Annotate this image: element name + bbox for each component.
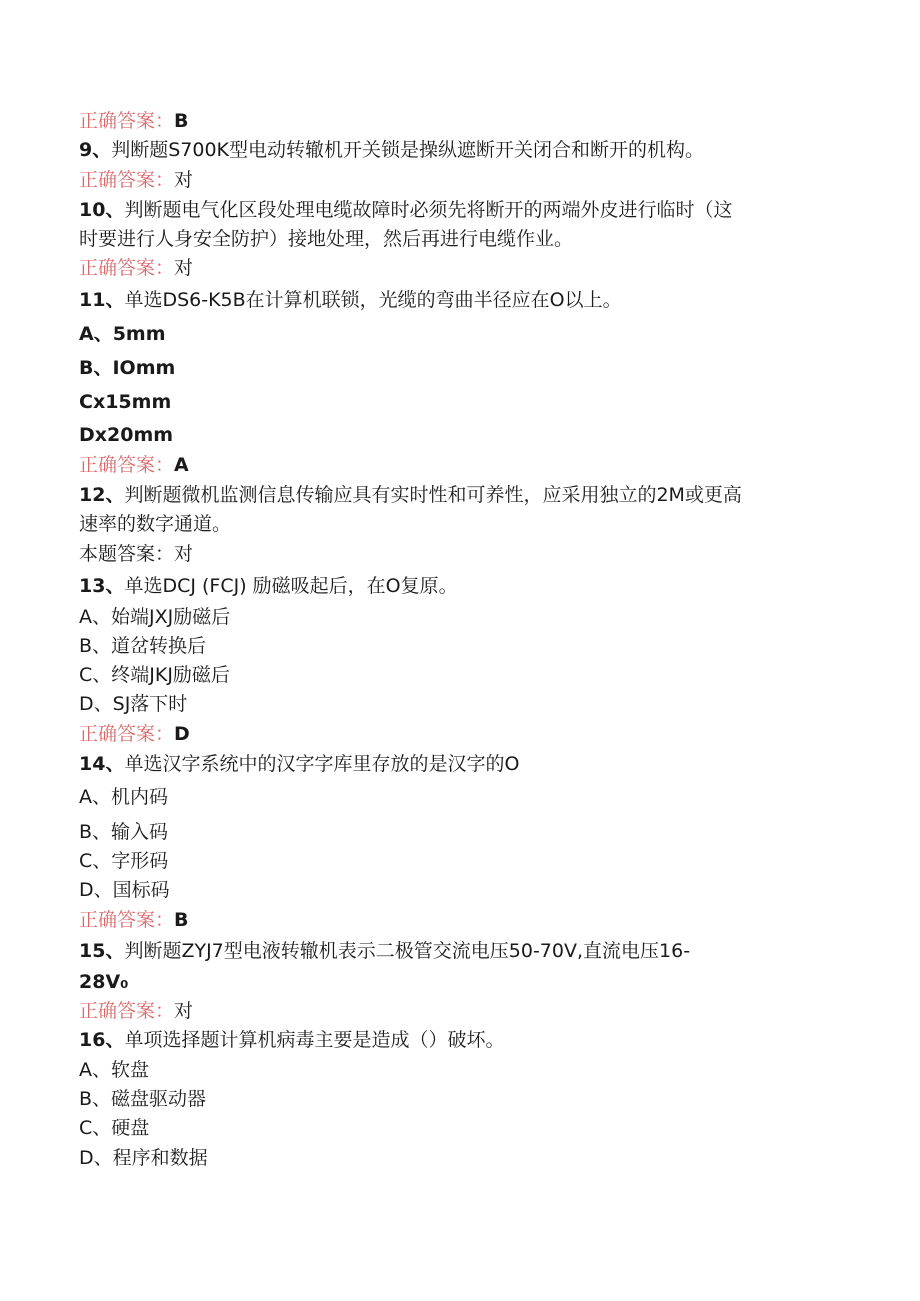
answer-line-10 [79, 254, 849, 283]
question-number: 15、 [79, 940, 125, 962]
answer-value: B [174, 909, 189, 931]
answer-line-15 [79, 997, 849, 1026]
option-b: B、输入码 [79, 821, 169, 843]
question-15 [79, 937, 849, 966]
option-b: B、道岔转换后 [79, 635, 207, 657]
question-number: 9、 [79, 139, 112, 161]
question-text: 单选汉字系统中的汉字字库里存放的是汉字的O [124, 753, 520, 775]
option-a: A、始端JXJ励磁后 [79, 606, 231, 628]
option-b: B、磁盘驱动器 [79, 1088, 207, 1110]
answer-line-11 [79, 451, 849, 480]
answer-label: 正确答案： [79, 1000, 175, 1022]
question-text: 单项选择题计算机病毒主要是造成（）破坏。 [124, 1029, 505, 1051]
answer-line-8 [79, 107, 849, 136]
question-12 [79, 481, 849, 510]
question-11 [79, 286, 849, 315]
answer-value: 对 [174, 1000, 194, 1022]
option-a: A、5mm [79, 323, 166, 345]
answer-label: 正确答案： [79, 723, 175, 745]
answer-value: D [174, 723, 190, 745]
answer-label: 正确答案： [79, 257, 175, 279]
option-c: C、字形码 [79, 850, 169, 872]
option-d: Dx20mm [79, 424, 174, 446]
option-c: C、终端JKJ励磁后 [79, 664, 230, 686]
question-text: 单选DS6-K5B在计算机联锁，光缆的弯曲半径应在O以上。 [124, 289, 622, 311]
question-12-continued [79, 510, 849, 539]
option-a: A、机内码 [79, 786, 168, 808]
answer-line-9 [79, 166, 849, 195]
answer-label: 正确答案： [79, 454, 175, 476]
question-number: 14、 [79, 753, 125, 775]
answer-line-12: 本题答案：对 [79, 543, 194, 565]
option-c: Cx15mm [79, 391, 172, 413]
question-text-line2: 时要进行人身安全防护）接地处理，然后再进行电缆作业。 [79, 228, 574, 250]
question-text-line1: 判断题电气化区段处理电缆故障时必须先将断开的两端外皮进行临时（这 [124, 199, 733, 221]
question-number: 12、 [79, 484, 125, 506]
answer-label: 正确答案： [79, 110, 175, 132]
option-d: D、国标码 [79, 879, 170, 901]
question-16 [79, 1026, 849, 1055]
answer-line-14 [79, 906, 849, 935]
option-d: D、SJ落下时 [79, 693, 188, 715]
option-a: A、软盘 [79, 1059, 149, 1081]
answer-label: 正确答案： [79, 909, 175, 931]
question-13 [79, 572, 849, 601]
answer-line-13 [79, 720, 849, 749]
answer-value: B [174, 110, 189, 132]
question-number: 10、 [79, 199, 125, 221]
option-d: D、程序和数据 [79, 1147, 208, 1169]
answer-value: 对 [174, 169, 194, 191]
question-text-line1: 判断题ZYJ7型电液转辙机表示二极管交流电压50-70V,直流电压16- [124, 940, 691, 962]
question-number: 16、 [79, 1029, 125, 1051]
question-number: 11、 [79, 289, 125, 311]
option-c: C、硬盘 [79, 1117, 150, 1139]
question-text: 判断题S700K型电动转辙机开关锁是操纵遮断开关闭合和断开的机构。 [111, 139, 705, 161]
question-text-line2: 速率的数字通道。 [79, 513, 232, 535]
answer-label: 正确答案： [79, 169, 175, 191]
question-15-continued: 28V₀ [79, 971, 129, 993]
question-number: 13、 [79, 575, 125, 597]
question-text-line1: 判断题微机监测信息传输应具有实时性和可养性，应采用独立的2M或更高 [124, 484, 742, 506]
option-b: B、IOmm [79, 357, 176, 379]
question-10 [79, 196, 849, 225]
question-14 [79, 750, 849, 779]
question-text: 单选DCJ (FCJ) 励磁吸起后，在O复原。 [124, 575, 458, 597]
answer-value: A [174, 454, 189, 476]
question-9 [79, 136, 849, 165]
question-10-continued [79, 225, 849, 254]
answer-value: 对 [174, 257, 194, 279]
